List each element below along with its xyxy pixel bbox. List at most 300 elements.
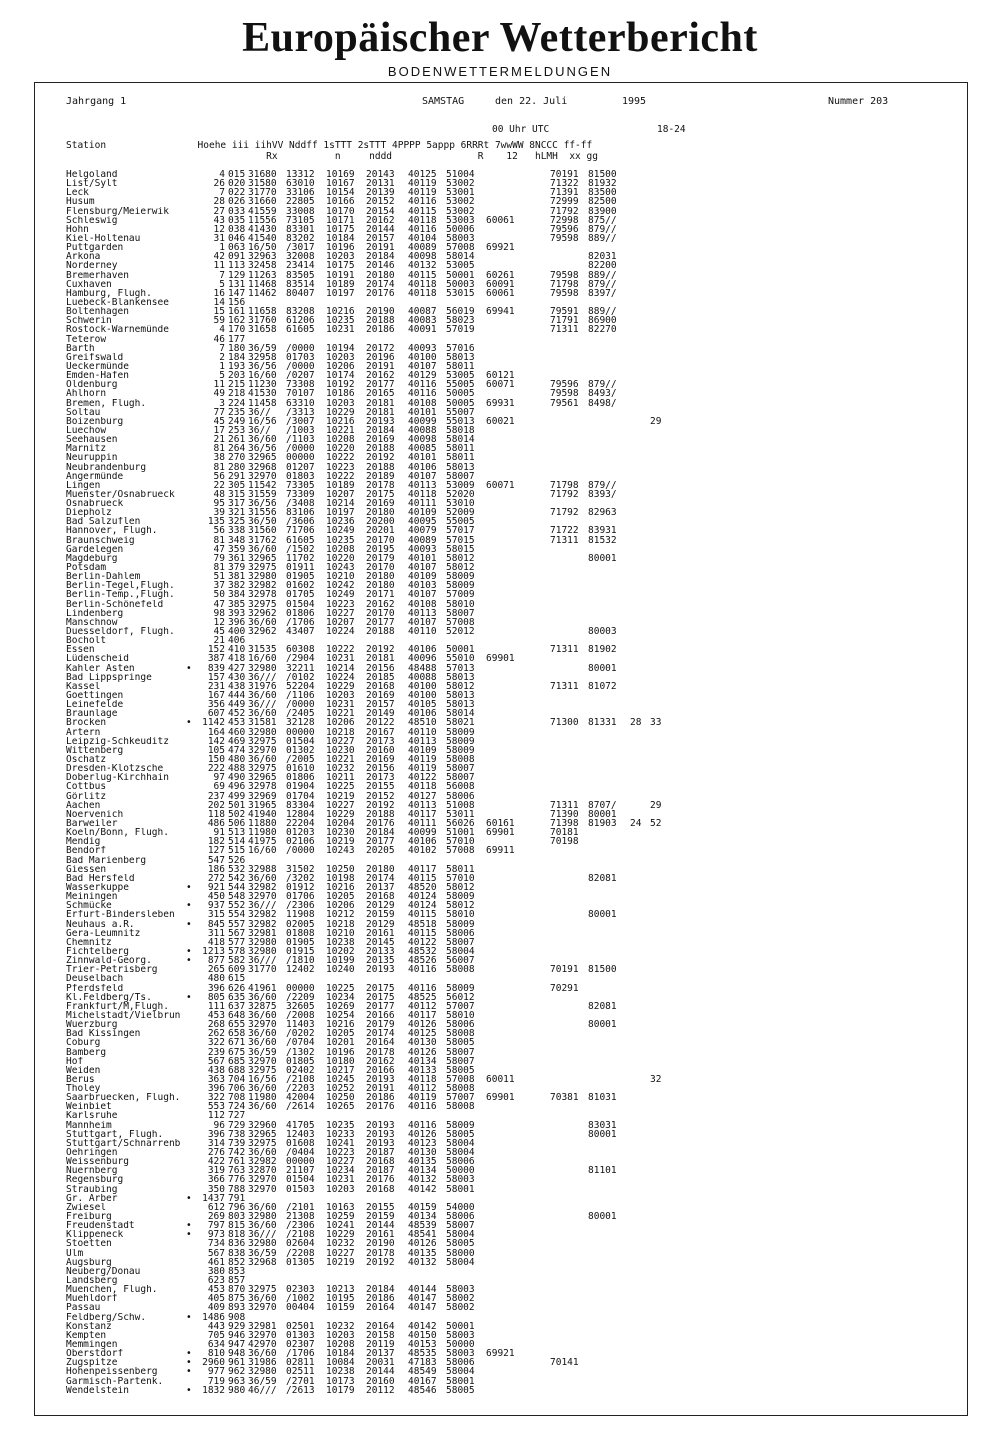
group-4pppp: 40107 [408,470,437,482]
group-5appp: 57008 [446,616,475,628]
group-7wwww: 79591 [550,306,579,318]
group-nddff: /2208 [286,1247,315,1259]
station-height: 921 [207,881,225,893]
group-iihvv: 32963 [248,251,277,263]
station-index: 818 [228,1229,246,1241]
station-name: Norderney [66,261,118,271]
group-nddff: /0404 [286,1147,315,1159]
group-5appp: 53002 [446,196,475,208]
group-2sttt: 20185 [366,671,395,683]
station-name: Diepholz [66,508,112,518]
group-iihvv: 32980 [248,936,277,948]
group-2sttt: 20145 [366,936,395,948]
station-name: Essen [66,645,95,655]
group-4pppp: 40107 [408,562,437,574]
station-index: 706 [228,1083,246,1095]
group-2sttt: 20168 [366,1183,395,1195]
station-name: Braunschweig [66,535,135,545]
group-nddff: 02005 [286,918,315,930]
group-iihvv: 31762 [248,534,277,546]
station-height: 98 [213,607,225,619]
station-name: Zinnwald-Georg. [66,956,152,966]
group-iihvv: 32980 [248,571,277,583]
group-1sttt: 10229 [326,680,355,692]
group-2sttt: 20180 [366,507,395,519]
group-1sttt: 10205 [326,891,355,903]
station-index: 453 [228,717,246,729]
group-4pppp: 40134 [408,1211,437,1223]
group-iihvv: 36/59 [248,1375,277,1387]
station-name: Freudenstadt [66,1221,135,1231]
station-name: Boizenburg [66,416,124,426]
group-nddff: 13312 [286,169,315,180]
group-1sttt: 10206 [326,717,355,729]
group-5appp: 58010 [446,909,475,921]
group-nddff: 73105 [286,214,315,226]
group-nddff: /3313 [286,406,315,418]
group-2sttt: 20193 [366,1073,395,1085]
station-height: 350 [207,1183,225,1195]
station-height: 705 [207,1329,225,1341]
date-label: den 22. Juli [495,96,568,107]
group-1sttt: 10224 [326,626,355,638]
group-2sttt: 20129 [366,918,395,930]
group-iihvv: 36/59 [248,342,277,354]
group-1sttt: 10231 [326,699,355,711]
station-height: 222 [207,763,225,775]
station-height: 15 [213,306,225,318]
station-index: 796 [228,1201,246,1213]
group-iihvv: 32970 [248,891,277,903]
group-5appp: 58007 [446,1046,475,1058]
group-1sttt: 10235 [326,1119,355,1131]
group-2sttt: 20179 [366,1019,395,1031]
station-height: 182 [207,836,225,848]
group-4pppp: 40098 [408,251,437,263]
group-iihvv: 36/60 [248,708,277,720]
group-nddff: /1706 [286,616,315,628]
station-index: 742 [228,1147,246,1159]
group-2sttt: 20164 [366,1320,395,1332]
group-iihvv: 36/60 [248,872,277,884]
station-height: 51 [213,571,225,583]
group-2sttt: 20155 [366,1201,395,1213]
group-7wwww: 79596 [550,223,579,235]
group-nddff: 00000 [286,1156,315,1168]
station-height: 111 [207,1000,225,1012]
station-index: 496 [228,781,246,793]
group-4pppp: 40116 [408,964,437,976]
station-index: 980 [228,1384,246,1396]
station-name: Bad Lippspringe [66,672,152,682]
group-2sttt: 20181 [366,406,395,418]
group-nddff: /2108 [286,1229,315,1241]
group-1sttt: 10203 [326,1183,355,1195]
station-height: 81 [213,562,225,574]
group-5appp: 57009 [446,589,475,601]
mountain-marker: • [186,945,192,957]
group-5appp: 58013 [446,699,475,711]
group-5appp: 58006 [446,1211,475,1223]
group-6rrrt: 69941 [486,306,515,318]
group-6rrrt: 60121 [486,370,515,382]
station-index: 161 [228,306,246,318]
group-nddff: 01305 [286,1256,315,1268]
group-4pppp: 40107 [408,360,437,372]
group-7wwww: 71792 [550,205,579,217]
group-4pppp: 40167 [408,1375,437,1387]
station-name: Koeln/Bonn, Flugh. [66,828,169,838]
station-name: Goettingen [66,691,124,701]
group-nddff: 01602 [286,580,315,592]
station-height: 26 [213,178,225,190]
station-index: 838 [228,1247,246,1259]
station-name: Straubing [66,1184,118,1194]
group-iihvv: 32958 [248,351,277,363]
group-2sttt: 20180 [366,571,395,583]
station-height: 1213 [202,945,225,957]
group-2sttt: 20179 [366,552,395,564]
group-7wwww: 71311 [550,680,579,692]
station-height: 265 [207,964,225,976]
group-nddff: 12804 [286,808,315,820]
station-name: Wendelstein [66,1385,129,1395]
group-1sttt: 10221 [326,424,355,436]
group-iihvv: 36/59 [248,1046,277,1058]
station-index: 317 [228,498,246,510]
group-iihvv: 32981 [248,1320,277,1332]
group-8nccc: 82200 [588,260,617,272]
group-8nccc: 82270 [588,324,617,336]
group-5appp: 58006 [446,927,475,939]
group-4pppp: 48510 [408,717,437,729]
group-nddff: 02501 [286,1320,315,1332]
station-index: 315 [228,488,246,500]
station-height: 1 [219,242,225,254]
group-iihvv: 36/// [248,1229,277,1241]
station-index: 224 [228,397,246,409]
group-iihvv: 32978 [248,589,277,601]
group-1sttt: 10203 [326,351,355,363]
station-height: 239 [207,1046,225,1058]
group-4pppp: 40087 [408,306,437,318]
group-iihvv: 32982 [248,1156,277,1168]
group-nddff: 83202 [286,232,315,244]
group-2sttt: 20175 [366,991,395,1003]
group-4pppp: 40118 [408,214,437,226]
group-4pppp: 40088 [408,671,437,683]
group-iihvv: 36/// [248,699,277,711]
group-4pppp: 40126 [408,1238,437,1250]
group-nddff: 02303 [286,1284,315,1296]
station-name: Wittenberg [66,745,124,756]
station-name: Artern [66,727,101,737]
group-2sttt: 20176 [366,1174,395,1186]
station-index: 379 [228,562,246,574]
group-4pppp: 40135 [408,1247,437,1259]
group-5appp: 58009 [446,571,475,583]
station-index: 162 [228,315,246,327]
group-5appp: 58005 [446,1128,475,1140]
group-5appp: 58001 [446,1183,475,1195]
group-4pppp: 40132 [408,1256,437,1268]
group-4pppp: 40079 [408,525,437,537]
station-name: Leck [66,188,89,198]
group-nddff: 83505 [286,269,315,281]
station-height: 3 [219,397,225,409]
station-height: 409 [207,1302,225,1314]
group-4pppp: 40118 [408,488,437,500]
group-nddff: 33106 [286,187,315,199]
station-name: Erfurt-Bindersleben [66,910,175,920]
group-4pppp: 40142 [408,1183,437,1195]
group-4pppp: 40089 [408,534,437,546]
station-index: 249 [228,415,246,427]
group-4pppp: 40093 [408,543,437,555]
time-utc-label: 00 Uhr UTC [492,124,550,135]
group-iihvv: 32975 [248,562,277,574]
group-2sttt: 20192 [366,644,395,656]
group-8nccc: 879// [588,479,617,491]
station-name: Weinbiet [66,1102,112,1112]
group-4pppp: 40134 [408,1165,437,1177]
group-nddff: 41705 [286,1119,315,1131]
station-height: 17 [213,424,225,436]
group-5appp: 53002 [446,205,475,217]
group-2sttt: 20169 [366,498,395,510]
group-5appp: 50003 [446,278,475,290]
group-1sttt: 10218 [326,726,355,738]
group-2sttt: 20200 [366,516,395,528]
group-iihvv: 31556 [248,507,277,519]
group-7wwww: 70198 [550,836,579,848]
group-4pppp: 47183 [408,1357,437,1369]
group-4pppp: 40083 [408,315,437,327]
group-5appp: 58004 [446,945,475,957]
group-5appp: 58004 [446,1229,475,1241]
group-7wwww: 79596 [550,379,579,391]
station-height: 1142 [202,717,225,729]
group-1sttt: 10223 [326,1147,355,1159]
group-iihvv: 41559 [248,205,277,217]
group-5appp: 53002 [446,178,475,190]
station-name: Leipzig-Schkeuditz [66,736,169,746]
group-2sttt: 20162 [366,598,395,610]
group-nddff: 01302 [286,744,315,756]
group-5appp: 58023 [446,315,475,327]
station-index: 348 [228,534,246,546]
group-2sttt: 20164 [366,1037,395,1049]
group-nddff: 00000 [286,726,315,738]
group-1sttt: 10234 [326,991,355,1003]
group-2sttt: 20195 [366,543,395,555]
group-nddff: 11908 [286,909,315,921]
group-8nccc: 8493/ [588,388,617,400]
group-7wwww: 71791 [550,315,579,327]
group-1sttt: 10214 [326,498,355,510]
group-5appp: 58012 [446,680,475,692]
group-nddff: 73308 [286,379,315,391]
group-iihvv: 32965 [248,552,277,564]
group-4pppp: 40089 [408,242,437,254]
station-height: 112 [207,1110,225,1122]
station-index: 544 [228,881,246,893]
group-4pppp: 40126 [408,1046,437,1058]
group-2sttt: 20166 [366,1009,395,1021]
group-2sttt: 20112 [366,1384,395,1396]
group-1sttt: 10222 [326,470,355,482]
group-2sttt: 20174 [366,872,395,884]
group-2sttt: 20157 [366,232,395,244]
group-2sttt: 20170 [366,534,395,546]
group-1sttt: 10207 [326,488,355,500]
group-4pppp: 40111 [408,817,437,829]
group-iihvv: 32975 [248,1064,277,1076]
group-iihvv: 32980 [248,1238,277,1250]
group-1sttt: 10208 [326,434,355,446]
group-2sttt: 20193 [366,1119,395,1131]
station-height: 50 [213,589,225,601]
station-name: Weiden [66,1065,101,1075]
group-1sttt: 10217 [326,1064,355,1076]
station-height: 45 [213,415,225,427]
station-height: 1486 [202,1311,225,1323]
station-height: 268 [207,1019,225,1031]
group-iihvv: 11658 [248,306,277,318]
group-2sttt: 20161 [366,1229,395,1241]
gust-xx: 24 [630,817,642,829]
group-1sttt: 10191 [326,269,355,281]
group-7wwww: 71792 [550,488,579,500]
group-4pppp: 40115 [408,269,437,281]
group-4pppp: 40116 [408,982,437,994]
group-1sttt: 10197 [326,507,355,519]
group-nddff: 61206 [286,315,315,327]
station-index: 469 [228,735,246,747]
station-height: 135 [207,516,225,528]
group-nddff: /3408 [286,498,315,510]
group-4pppp: 40119 [408,187,437,199]
group-2sttt: 20119 [366,1339,395,1350]
group-iihvv: 32970 [248,1183,277,1195]
group-iihvv: 31660 [248,196,277,208]
group-8nccc: 875// [588,214,617,226]
station-name: Muenchen, Flugh. [66,1285,158,1295]
group-6rrrt: 69901 [486,653,515,665]
station-index: 325 [228,516,246,528]
group-8nccc: 80003 [588,626,617,638]
group-2sttt: 20162 [366,370,395,382]
group-4pppp: 40110 [408,626,437,638]
group-8nccc: 81532 [588,534,617,546]
station-name: Bendorf [66,846,107,856]
group-8nccc: 83031 [588,1119,617,1131]
mountain-marker: • [186,717,192,729]
group-4pppp: 40117 [408,863,437,875]
station-index: 739 [228,1137,246,1149]
group-6rrrt: 60061 [486,214,515,226]
group-iihvv: 31965 [248,799,277,811]
group-5appp: 58008 [446,754,475,765]
group-5appp: 58013 [446,351,475,363]
station-height: 396 [207,982,225,994]
station-name: Barth [66,343,95,353]
group-8nccc: 8498/ [588,397,617,409]
group-2sttt: 20178 [366,479,395,491]
group-nddff: 01610 [286,763,315,775]
station-index: 184 [228,351,246,363]
group-7wwww: 70191 [550,964,579,976]
group-4pppp: 40144 [408,1284,437,1296]
group-4pppp: 40101 [408,452,437,464]
page-title: Europäischer Wetterbericht [242,15,758,61]
group-4pppp: 40100 [408,690,437,702]
group-5appp: 50000 [446,1339,475,1350]
group-nddff: /3007 [286,415,315,427]
group-5appp: 58005 [446,1037,475,1049]
group-2sttt: 20159 [366,909,395,921]
group-4pppp: 40111 [408,498,437,510]
group-5appp: 57013 [446,662,475,674]
group-1sttt: 10220 [326,443,355,455]
station-name: Gardelegen [66,544,124,554]
group-nddff: /0000 [286,845,315,857]
group-nddff: 31502 [286,863,315,875]
station-index: 381 [228,571,246,583]
group-4pppp: 40110 [408,726,437,738]
station-index: 460 [228,726,246,738]
group-5appp: 58015 [446,543,475,555]
station-height: 634 [207,1339,225,1350]
station-height: 356 [207,699,225,711]
group-1sttt: 10216 [326,415,355,427]
group-2sttt: 20181 [366,397,395,409]
group-4pppp: 40109 [408,744,437,756]
group-2sttt: 20176 [366,817,395,829]
station-name: Greifswald [66,352,124,362]
station-name: Marnitz [66,444,107,454]
station-height: 7 [219,187,225,199]
station-index: 724 [228,1101,246,1113]
group-5appp: 52012 [446,626,475,638]
group-4pppp: 40109 [408,507,437,519]
group-nddff: 11702 [286,552,315,564]
group-nddff: 01806 [286,607,315,619]
station-index: 035 [228,214,246,226]
group-7wwww: 71311 [550,534,579,546]
group-nddff: /1106 [286,690,315,702]
group-8nccc: 81031 [588,1092,617,1104]
station-name: Oschatz [66,755,107,765]
station-name: Braunlage [66,709,118,719]
group-nddff: /2405 [286,708,315,720]
group-5appp: 58004 [446,1366,475,1378]
station-index: 552 [228,900,246,912]
group-2sttt: 20191 [366,1083,395,1095]
station-name: Feldberg/Schw. [66,1312,147,1322]
station-height: 7 [219,269,225,281]
group-8nccc: 81932 [588,178,617,190]
station-height: 438 [207,1064,225,1076]
group-1sttt: 10227 [326,607,355,619]
station-name: Kiel-Holtenau [66,233,141,244]
station-height: 797 [207,1220,225,1232]
station-index: 291 [228,470,246,482]
group-4pppp: 40112 [408,1000,437,1012]
group-5appp: 58009 [446,1119,475,1131]
station-height: 839 [207,662,225,674]
group-8nccc: 8707/ [588,799,617,811]
